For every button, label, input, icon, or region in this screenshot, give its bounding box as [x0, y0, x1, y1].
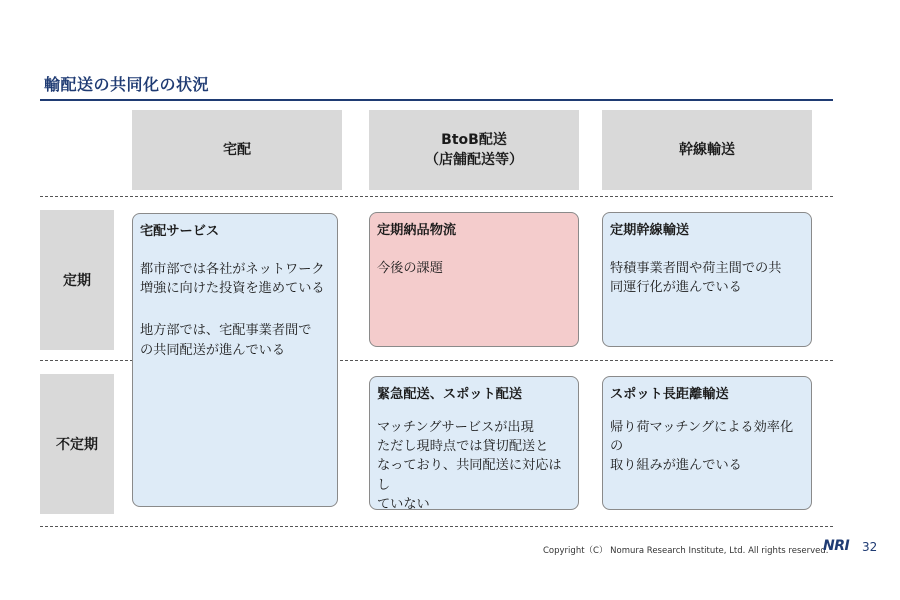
title-underline [40, 99, 833, 101]
card-title: スポット長距離輸送 [610, 387, 729, 402]
column-header-label: BtoB配送 （店舗配送等） [425, 131, 523, 168]
card-title: 定期幹線輸送 [610, 223, 690, 238]
card-title: 緊急配送、スポット配送 [377, 387, 523, 402]
card-title: 定期納品物流 [377, 223, 457, 238]
card-takuhai-service [132, 213, 338, 507]
card-body: 今後の課題 [377, 261, 443, 277]
card-body: 帰り荷マッチングによる効率化の 取り組みが進んでいる [610, 420, 794, 474]
column-header-label: 宅配 [223, 141, 251, 158]
card-body: 特積事業者間や荷主間での共 同運行化が進んでいる [610, 261, 782, 296]
card-body: 地方部では、宅配事業者間で の共同配送が進んでいる [140, 323, 312, 358]
column-header-btob [369, 110, 579, 190]
column-header-label: 幹線輸送 [679, 141, 735, 158]
row-header-futeiki [40, 374, 114, 514]
page-title: 輸配送の共同化の状況 [44, 75, 210, 94]
copyright-text: Copyright（C） Nomura Research Institute, Ltd. All rights reserved. [543, 546, 829, 556]
card-futeiki-kansen [602, 376, 812, 510]
card-body: マッチングサービスが出現 ただし現時点では貸切配送と なっており、共同配送に対応はし ていない [377, 420, 562, 512]
row-header-label: 不定期 [56, 437, 98, 453]
nri-logo: NRI [823, 538, 850, 554]
divider-top [40, 196, 833, 197]
card-body: 都市部では各社がネットワーク 増強に向けた投資を進めている [140, 262, 325, 297]
column-header-kansen [602, 110, 812, 190]
divider-bottom [40, 526, 833, 527]
card-futeiki-spot [369, 376, 579, 510]
card-title: 宅配サービス [140, 224, 220, 239]
row-header-teiki [40, 210, 114, 350]
card-teiki-kansen [602, 212, 812, 347]
row-header-label: 定期 [63, 273, 91, 289]
card-teiki-nouhin [369, 212, 579, 347]
page-number: 32 [862, 540, 878, 554]
column-header-takuhai [132, 110, 342, 190]
